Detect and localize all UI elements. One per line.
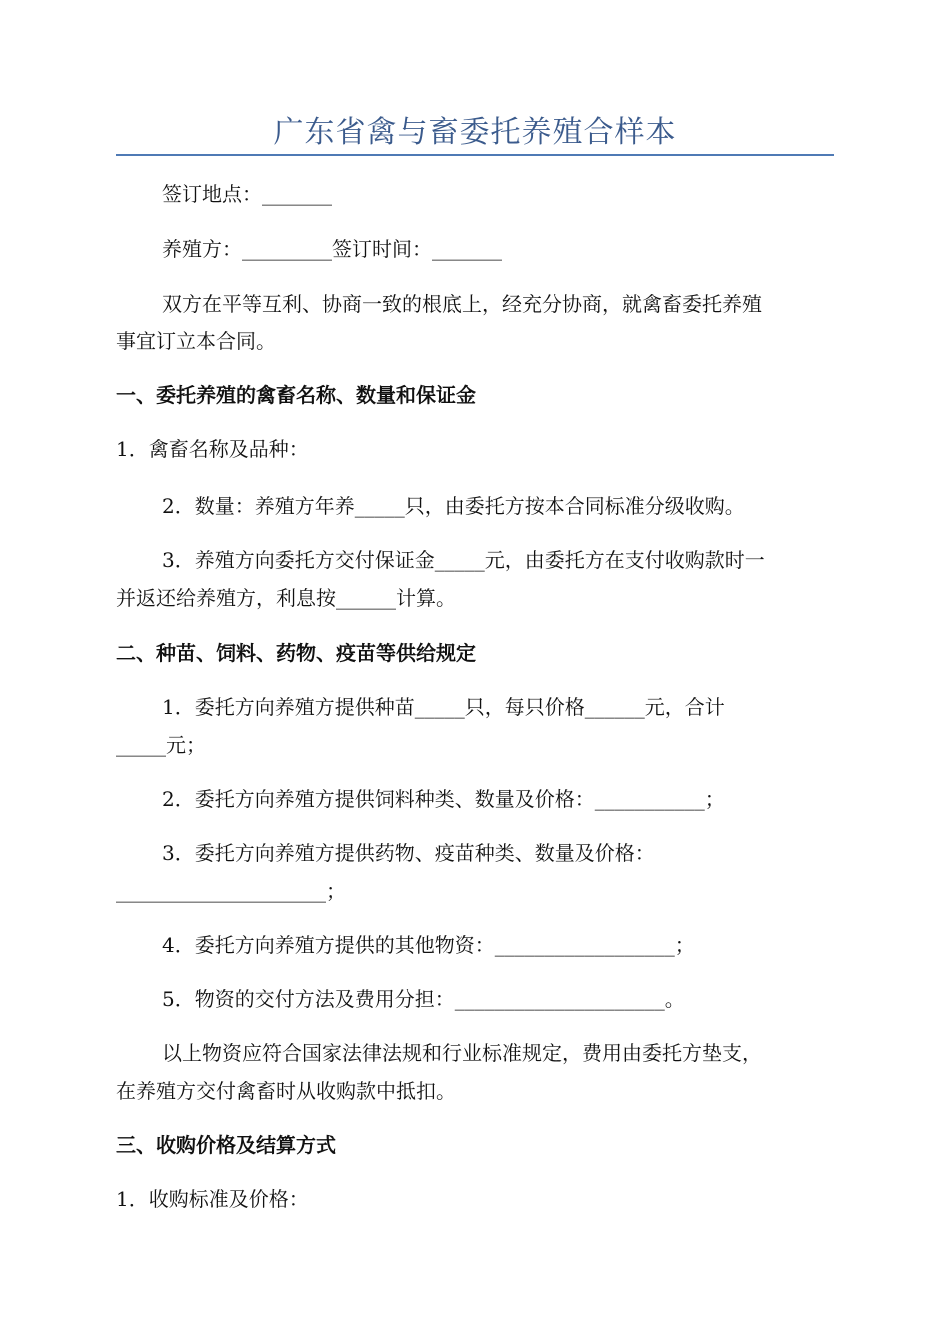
clause-2-3-line-1: 3．委托方向养殖方提供药物、疫苗种类、数量及价格： (162, 841, 655, 865)
document-title: 广东省禽与畜委托养殖合样本 (273, 115, 677, 150)
section-heading-1: 一、委托养殖的禽畜名称、数量和保证金 (116, 383, 476, 407)
materials-note-line-2: 在养殖方交付禽畜时从收购款中抵扣。 (116, 1079, 456, 1103)
clause-2-1-line-1: 1．委托方向养殖方提供种苗_____只，每只价格______元，合计 (162, 695, 725, 719)
preamble-line-2: 事宜订立本合同。 (116, 329, 276, 353)
preamble-line-1: 双方在平等互利、协商一致的根底上，经充分协商，就禽畜委托养殖 (162, 292, 762, 316)
clause-2-3-line-2: _____________________； (116, 879, 346, 903)
clause-1-3-line-2: 并返还给养殖方，利息按______计算。 (116, 586, 456, 610)
clause-2-1-line-2: _____元； (116, 733, 206, 757)
title-underline (116, 154, 834, 156)
clause-2-2: 2．委托方向养殖方提供饲料种类、数量及价格：___________； (162, 787, 725, 811)
clause-1-3-line-1: 3．养殖方向委托方交付保证金_____元，由委托方在支付收购款时一 (162, 548, 765, 572)
sign-location-line: 签订地点：_______ (162, 182, 332, 206)
materials-note-line-1: 以上物资应符合国家法律法规和行业标准规定，费用由委托方垫支， (162, 1041, 762, 1065)
clause-1-2: 2．数量：养殖方年养_____只，由委托方按本合同标准分级收购。 (162, 494, 745, 518)
clause-2-4: 4．委托方向养殖方提供的其他物资：__________________； (162, 933, 695, 957)
breeder-sign-time-line: 养殖方：_________签订时间：_______ (162, 237, 502, 261)
clause-1-1: 1．禽畜名称及品种： (116, 437, 309, 461)
clause-3-1: 1．收购标准及价格： (116, 1187, 309, 1211)
section-heading-2: 二、种苗、饲料、药物、疫苗等供给规定 (116, 641, 476, 665)
clause-2-5: 5．物资的交付方法及费用分担：_____________________。 (162, 987, 685, 1011)
section-heading-3: 三、收购价格及结算方式 (116, 1133, 336, 1157)
